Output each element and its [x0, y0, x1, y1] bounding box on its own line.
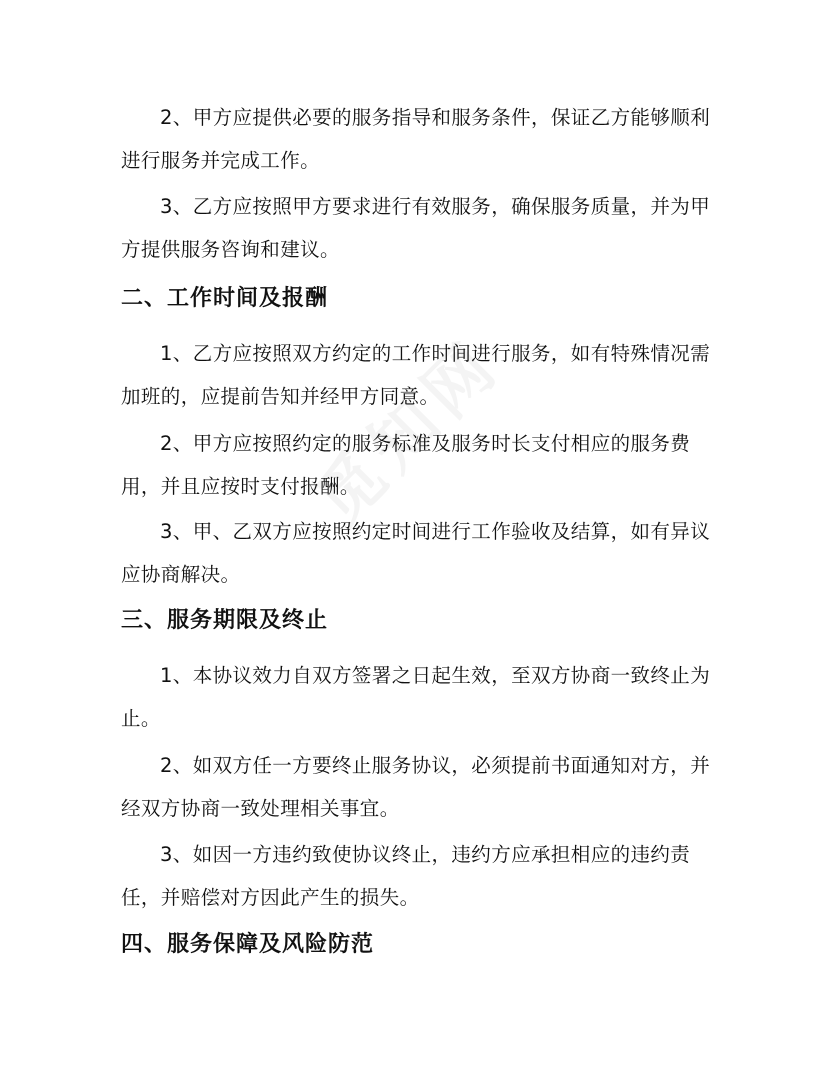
section-heading: 四、服务保障及风险防范: [121, 932, 375, 957]
section-heading: 三、服务期限及终止: [121, 608, 329, 633]
clause-paragraph: 1、乙方应按照双方约定的工作时间进行服务，如有特殊情况需加班的，应提前告知并经甲方同意。: [121, 342, 711, 408]
clause-paragraph: 3、如因一方违约致使协议终止，违约方应承担相应的违约责任，并赔偿对方因此产生的损失。: [121, 843, 691, 909]
section-heading: 二、工作时间及报酬: [121, 286, 329, 311]
clause-paragraph: 3、乙方应按照甲方要求进行有效服务，确保服务质量，并为甲方提供服务咨询和建议。: [121, 195, 711, 261]
clause-paragraph: 2、如双方任一方要终止服务协议，必须提前书面通知对方，并经双方协商一致处理相关事宜。: [121, 754, 711, 820]
clause-paragraph: 1、本协议效力自双方签署之日起生效，至双方协商一致终止为止。: [121, 664, 711, 730]
clause-paragraph: 2、甲方应按照约定的服务标准及服务时长支付相应的服务费用，并且应按时支付报酬。: [121, 432, 691, 498]
clause-paragraph: 3、甲、乙双方应按照约定时间进行工作验收及结算，如有异议应协商解决。: [121, 520, 711, 586]
clause-paragraph: 2、甲方应提供必要的服务指导和服务条件，保证乙方能够顺利进行服务并完成工作。: [121, 106, 711, 172]
